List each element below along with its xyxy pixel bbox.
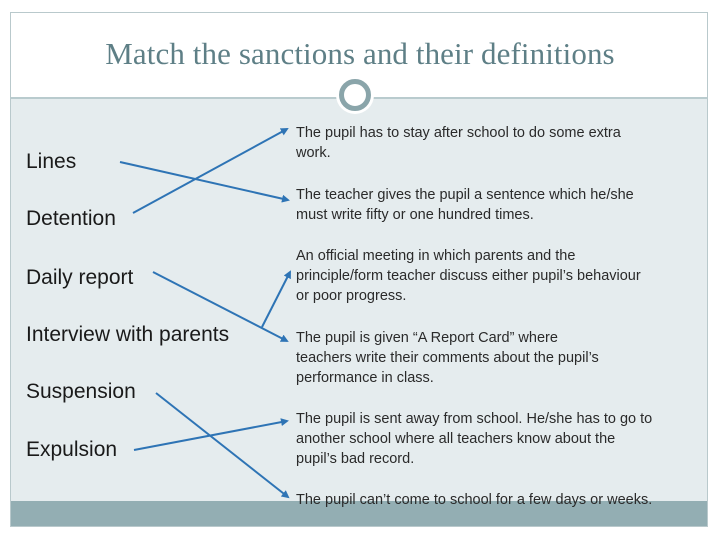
term-detention: Detention	[26, 207, 116, 230]
arrow-lines-to-write-sentence	[120, 162, 288, 200]
definition-sent-away: The pupil is sent away from school. He/she has to go to another school where all teachers know about the pupil’s bad record.	[296, 411, 653, 467]
term-daily-report: Daily report	[26, 266, 134, 289]
definition-report-card: The pupil is given “A Report Card” where teachers write their comments about the pupil’s performance in class.	[296, 330, 599, 386]
definition-write-sentence: The teacher gives the pupil a sentence which he/she must write fifty or one hundred times.	[296, 187, 634, 223]
definition-official-meeting: An official meeting in which parents and the principle/form teacher discuss either pupil’s behaviour or poor progress.	[296, 248, 641, 304]
arrow-interview-to-official-meeting	[262, 272, 290, 327]
term-lines: Lines	[26, 150, 77, 173]
term-expulsion: Expulsion	[26, 438, 118, 461]
term-suspension: Suspension	[26, 380, 136, 403]
term-interview-with-parents: Interview with parents	[26, 323, 230, 346]
slide-title: Match the sanctions and their definitions	[105, 36, 615, 71]
definition-few-days-away: The pupil can’t come to school for a few days or weeks.	[296, 492, 653, 508]
arrow-suspension-to-few-days-away	[156, 393, 288, 497]
definition-stay-after-school: The pupil has to stay after school to do some extra work.	[296, 125, 621, 161]
arrow-expulsion-to-sent-away	[134, 421, 287, 450]
arrow-daily-report-to-report-card	[153, 272, 287, 341]
